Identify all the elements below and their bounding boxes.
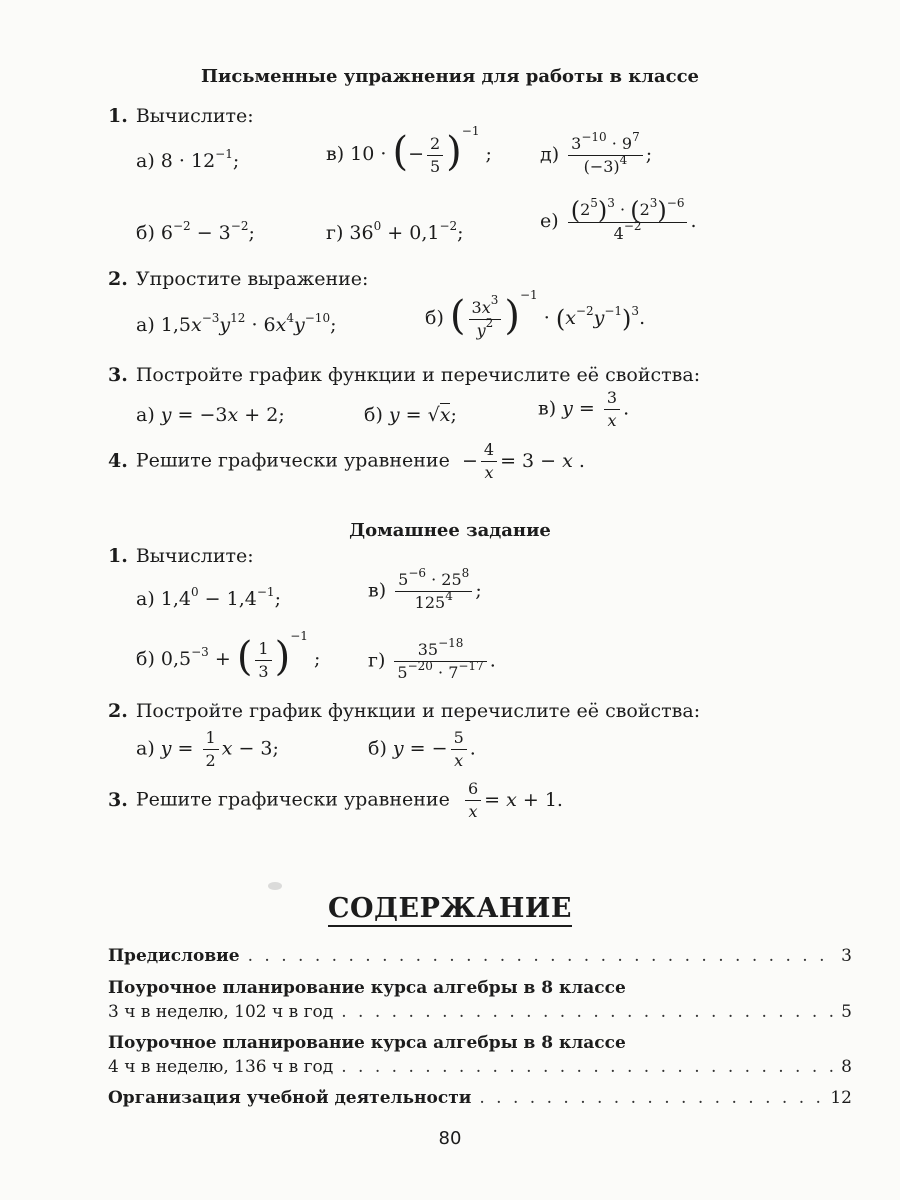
toc-page-number: 12: [830, 1088, 852, 1108]
expr-1g: г) $36^0 + 0,1^{-2}$;: [326, 218, 464, 244]
toc-entry-preface[interactable]: [108, 946, 852, 966]
hw-expr-1a: а) $1,4^0 - 1,4^{-1}$;: [136, 584, 281, 610]
task-text: Вычислите:: [135, 105, 254, 127]
task-number: 2.: [108, 268, 128, 290]
toc-title: [0, 893, 900, 924]
hw-expr-1b: б) $0,5^{-3}$ + ( $\frac{1}{3}$ )$^{-1}$ ;: [136, 628, 321, 681]
task-number: 3.: [108, 788, 128, 811]
task-4-classwork: [108, 440, 585, 483]
toc-title-text: СОДЕРЖАНИЕ: [328, 893, 572, 927]
task-2-homework: [108, 700, 700, 722]
toc-page-number: 8: [841, 1057, 852, 1077]
expr-3a: а) y = −3x + 2;: [136, 404, 285, 426]
task-number: 1.: [108, 105, 128, 127]
section-title-classwork: Письменные упражнения для работы в классе: [200, 66, 700, 87]
task-3-homework: [108, 779, 563, 822]
toc-entry-plan-3h[interactable]: [108, 1002, 852, 1022]
hw-expr-1v: в) $\frac{5^{-6} \cdot 25^8}{125^4}$ ;: [368, 565, 482, 612]
toc-leader-dots: [341, 1002, 833, 1022]
toc-leader-dots: [341, 1057, 833, 1077]
task-2-classwork: [108, 268, 368, 290]
toc-entry-label: 4 ч в неделю, 136 ч в год: [108, 1057, 334, 1077]
page-number: 80: [438, 1128, 462, 1149]
toc-entry-plan-4h[interactable]: [108, 1057, 852, 1077]
toc-leader-dots: [248, 946, 834, 966]
expr-3b: б) y = √x;: [364, 404, 457, 426]
task-number: 2.: [108, 700, 128, 722]
task-1-classwork: [108, 105, 254, 127]
task-text: Постройте график функции и перечислите её свойства:: [135, 364, 701, 386]
hw-expr-2a: а) y = $\frac{1}{2}$ x − 3;: [136, 728, 279, 770]
equation-hw-3: $\frac{6}{x}$ = x + 1.: [456, 789, 563, 811]
task-text: Решите графически уравнение: [135, 449, 450, 472]
expr-1b: б) $6^{-2} - 3^{-2}$;: [136, 218, 255, 244]
task-number: 4.: [108, 449, 128, 472]
expr-1v: в) 10 · (− $\frac{2}{5}$ )$^{-1}$ ;: [326, 123, 492, 176]
task-3-classwork: [108, 364, 700, 386]
task-number: 3.: [108, 364, 128, 386]
toc-page-number: 5: [841, 1002, 852, 1022]
task-text: Упростите выражение:: [135, 268, 369, 290]
toc-entry-heading-3h: Поурочное планирование курса алгебры в 8 классе: [108, 978, 626, 998]
expr-2a: а) $1,5x^{-3}y^{12} \cdot 6x^4y^{-10}$;: [136, 310, 337, 336]
expr-3v: в) y = $\frac{3}{x}$ .: [538, 388, 630, 430]
toc-entry-label: Организация учебной деятельности: [108, 1088, 472, 1108]
section-title-homework: Домашнее задание: [349, 520, 551, 541]
toc-entry-label: 3 ч в неделю, 102 ч в год: [108, 1002, 334, 1022]
hw-expr-2b: б) y = − $\frac{5}{x}$ .: [368, 728, 476, 770]
task-1-homework: [108, 545, 254, 567]
task-text: Постройте график функции и перечислите её свойства:: [135, 700, 701, 722]
equation-4: − $\frac{4}{x}$ = 3 − x .: [455, 440, 585, 482]
page-smudge: [268, 882, 282, 890]
toc-entry-label: Предисловие: [108, 946, 240, 966]
expr-1e: е) $\frac{(2^5)^3 \cdot (2^3)^{-6}}{4^{-2}}$ .: [540, 195, 697, 243]
task-number: 1.: [108, 545, 128, 567]
toc-entry-heading-4h: Поурочное планирование курса алгебры в 8 классе: [108, 1033, 626, 1053]
expr-2b: б) ( $\frac{3x^3}{y^2}$ )$^{-1} \cdot (x^{-2}y^{-1})^3$.: [425, 287, 646, 340]
toc-leader-dots: [479, 1088, 822, 1108]
toc-page-number: 3: [841, 946, 852, 966]
task-text: Решите графически уравнение: [135, 788, 450, 811]
expr-1a: а) $8 \cdot 12^{-1}$;: [136, 146, 240, 172]
hw-expr-1g: г) $\frac{35^{-18}}{5^{-20} \cdot 7^{-17}}$ .: [368, 635, 496, 682]
task-text: Вычислите:: [135, 545, 254, 567]
toc-entry-organization[interactable]: [108, 1088, 852, 1108]
expr-1d: д) $\frac{3^{-10} \cdot 9^7}{(-3)^4}$ ;: [540, 129, 653, 176]
